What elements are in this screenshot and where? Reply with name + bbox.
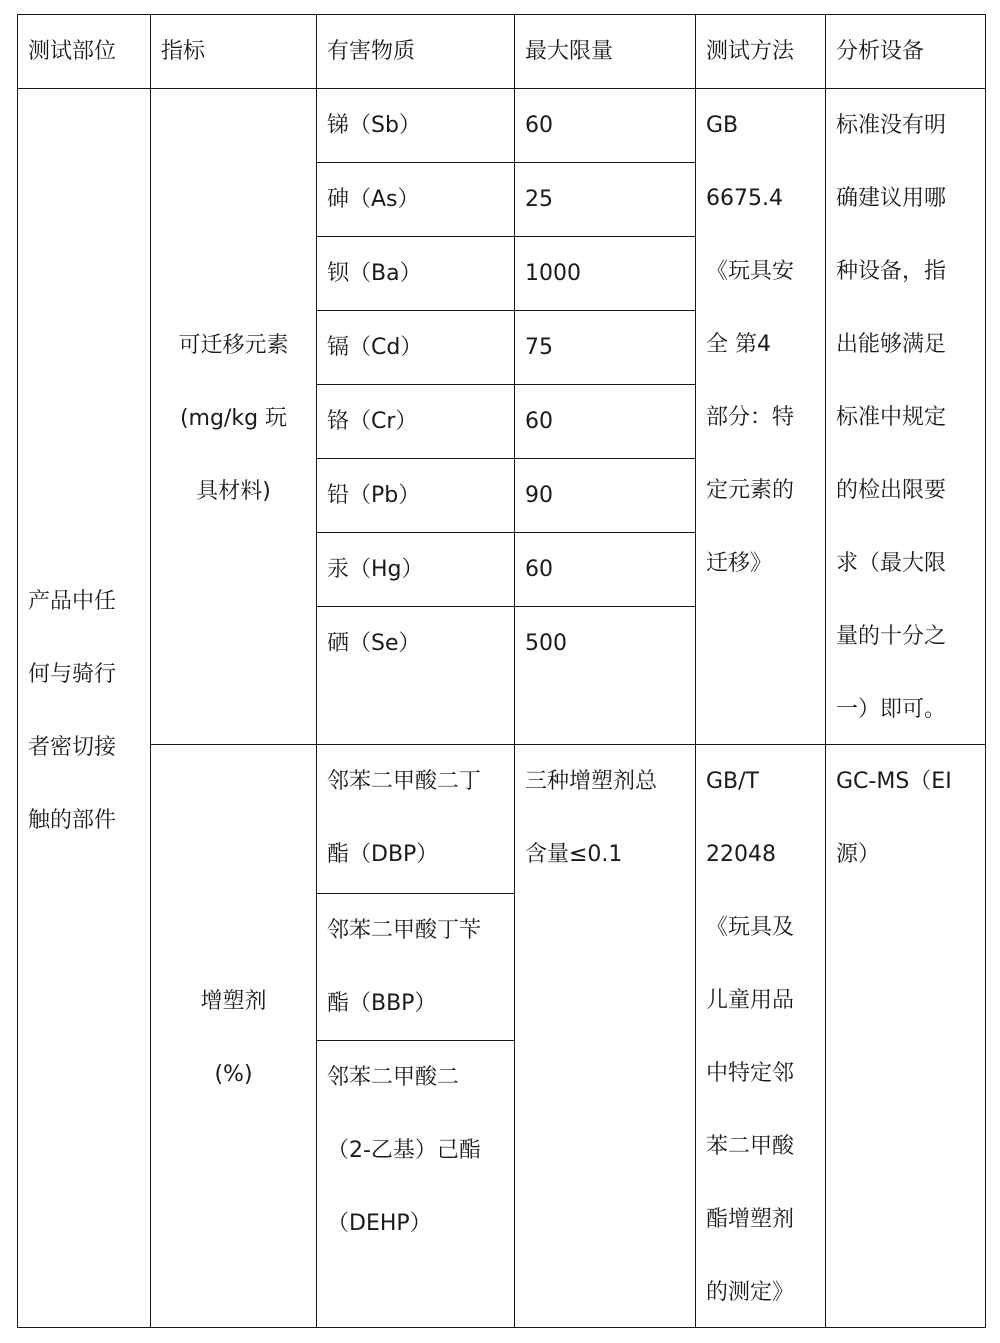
analysis-equipment-elements bbox=[825, 88, 986, 745]
limit-cell bbox=[514, 88, 696, 163]
limit-cell bbox=[514, 384, 696, 459]
text-line: (%) bbox=[214, 1062, 253, 1087]
text-line: 求（最大限 bbox=[836, 551, 947, 576]
text-line: 中特定邻 bbox=[706, 1061, 795, 1086]
substance-cell bbox=[316, 606, 515, 745]
text-line: 酯增塑剂 bbox=[706, 1207, 795, 1232]
text-line: 部分：特 bbox=[706, 405, 795, 430]
test-method-gbt22048 bbox=[695, 744, 826, 1328]
limit-value: 25 bbox=[525, 187, 553, 212]
indicator-plasticizer bbox=[150, 744, 317, 1328]
text-line: 苯二甲酸 bbox=[706, 1134, 795, 1159]
header-indicator bbox=[150, 14, 317, 89]
text-line: 量的十分之 bbox=[836, 624, 947, 649]
limit-cell bbox=[514, 162, 696, 237]
substance-cell bbox=[316, 236, 515, 311]
header-label: 测试方法 bbox=[706, 39, 795, 64]
text-line: 出能够满足 bbox=[836, 332, 947, 357]
text-line: （DEHP） bbox=[327, 1211, 432, 1236]
text-line: 含量≤0.1 bbox=[525, 842, 623, 867]
substance-name: 铅（Pb） bbox=[327, 483, 421, 508]
text-line: 触的部件 bbox=[28, 808, 117, 833]
text-line: 一）即可。 bbox=[836, 697, 947, 722]
limit-cell bbox=[514, 310, 696, 385]
header-label: 分析设备 bbox=[836, 39, 925, 64]
substance-name: 镉（Cd） bbox=[327, 335, 423, 360]
substance-cell bbox=[316, 458, 515, 533]
text-line: 儿童用品 bbox=[706, 988, 795, 1013]
text-line: （2-乙基）己酯 bbox=[327, 1138, 481, 1163]
substance-name: 钡（Ba） bbox=[327, 261, 422, 286]
header-max-limit bbox=[514, 14, 696, 89]
text-line: 者密切接 bbox=[28, 735, 117, 760]
text-line: 《玩具及 bbox=[706, 915, 795, 940]
header-analysis-equipment bbox=[825, 14, 986, 89]
text-line: 酯（BBP） bbox=[327, 991, 437, 1016]
limit-value: 90 bbox=[525, 483, 553, 508]
substance-dbp bbox=[316, 744, 515, 894]
text-line: 确建议用哪 bbox=[836, 186, 947, 211]
limit-value: 1000 bbox=[525, 261, 581, 286]
header-test-method bbox=[695, 14, 826, 89]
text-line: 产品中任 bbox=[28, 589, 117, 614]
text-line: 可迁移元素 bbox=[178, 333, 289, 358]
text-line: 邻苯二甲酸二丁 bbox=[327, 769, 482, 794]
text-line: 邻苯二甲酸丁苄 bbox=[327, 918, 482, 943]
substance-cell bbox=[316, 532, 515, 607]
hazardous-substances-table bbox=[17, 14, 986, 1328]
substance-dehp bbox=[316, 1040, 515, 1328]
header-label: 最大限量 bbox=[525, 39, 614, 64]
limit-value: 75 bbox=[525, 335, 553, 360]
header-test-part bbox=[17, 14, 151, 89]
limit-cell bbox=[514, 606, 696, 745]
text-line: 迁移》 bbox=[706, 551, 773, 576]
test-method-gb6675 bbox=[695, 88, 826, 745]
text-line: 全 第4 bbox=[706, 332, 771, 357]
indicator-migratable-elements bbox=[150, 88, 317, 745]
substance-name: 硒（Se） bbox=[327, 631, 421, 656]
substance-name: 砷（As） bbox=[327, 187, 420, 212]
text-line: 何与骑行 bbox=[28, 662, 117, 687]
substance-name: 汞（Hg） bbox=[327, 557, 424, 582]
limit-value: 60 bbox=[525, 557, 553, 582]
limit-value: 60 bbox=[525, 409, 553, 434]
text-line: 具材料) bbox=[196, 479, 271, 504]
text-line: 三种增塑剂总 bbox=[525, 769, 658, 794]
text-line: 标准没有明 bbox=[836, 113, 947, 138]
header-label: 有害物质 bbox=[327, 39, 416, 64]
text-line: 的检出限要 bbox=[836, 478, 947, 503]
test-part-cell bbox=[17, 88, 151, 1328]
text-line: GB/T bbox=[706, 769, 759, 794]
text-line: 增塑剂 bbox=[200, 989, 267, 1014]
text-line: GB bbox=[706, 113, 739, 138]
text-line: 的测定》 bbox=[706, 1280, 795, 1305]
text-line: 6675.4 bbox=[706, 186, 783, 211]
substance-name: 锑（Sb） bbox=[327, 113, 421, 138]
text-line: (mg/kg 玩 bbox=[179, 406, 288, 431]
substance-cell bbox=[316, 162, 515, 237]
text-line: 邻苯二甲酸二 bbox=[327, 1065, 460, 1090]
header-hazardous-substance bbox=[316, 14, 515, 89]
limit-cell bbox=[514, 532, 696, 607]
analysis-equipment-gcms bbox=[825, 744, 986, 1328]
text-line: GC-MS（EI bbox=[836, 769, 952, 794]
text-line: 定元素的 bbox=[706, 478, 795, 503]
text-line: 种设备，指 bbox=[836, 259, 947, 284]
limit-cell bbox=[514, 236, 696, 311]
substance-cell bbox=[316, 384, 515, 459]
text-line: 酯（DBP） bbox=[327, 842, 439, 867]
text-line: 22048 bbox=[706, 842, 776, 867]
text-line: 标准中规定 bbox=[836, 405, 947, 430]
limit-value: 60 bbox=[525, 113, 553, 138]
header-label: 指标 bbox=[161, 39, 206, 64]
text-line: 《玩具安 bbox=[706, 259, 795, 284]
substance-cell bbox=[316, 88, 515, 163]
text-line: 源） bbox=[836, 842, 881, 867]
substance-name: 铬（Cr） bbox=[327, 409, 418, 434]
header-label: 测试部位 bbox=[28, 39, 117, 64]
substance-bbp bbox=[316, 893, 515, 1041]
limit-value: 500 bbox=[525, 631, 567, 656]
limit-plasticizer-total bbox=[514, 744, 696, 1328]
substance-cell bbox=[316, 310, 515, 385]
limit-cell bbox=[514, 458, 696, 533]
